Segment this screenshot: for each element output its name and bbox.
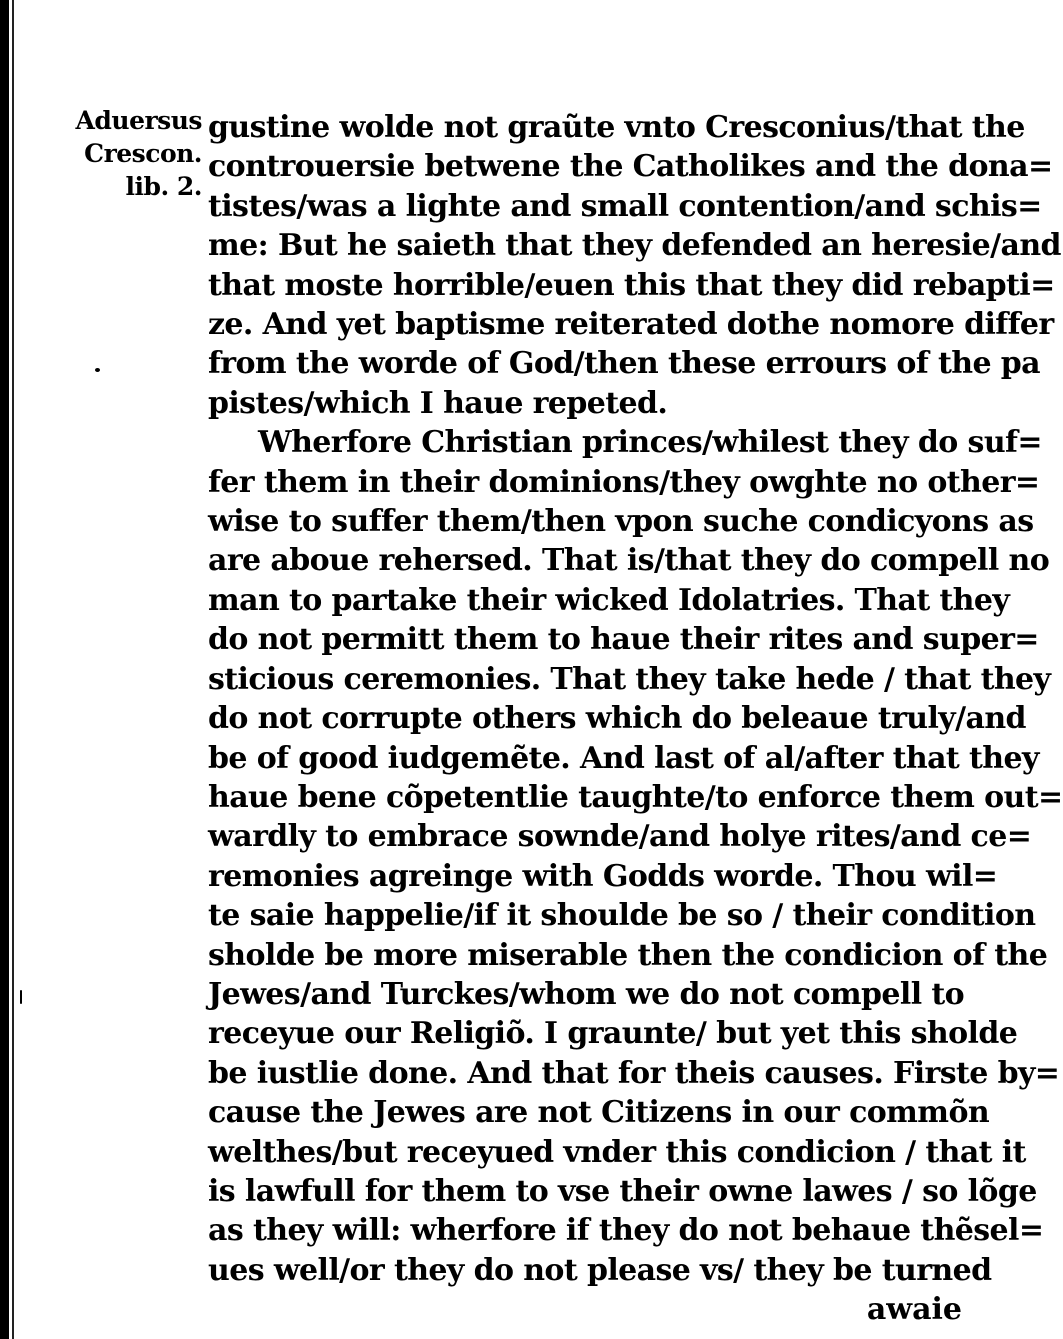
text-line: ze. And yet baptisme reiterated dothe nomore differ	[208, 307, 1054, 343]
text-line: be of good iudgemẽte. And last of al/after that they	[208, 740, 1039, 776]
margin-note	[52, 104, 202, 203]
text-line: tistes/was a lighte and small contention/and schis=	[208, 188, 1042, 224]
text-line: wise to suffer them/then vpon suche condicyons as	[208, 504, 1034, 540]
page-gutter-line	[12, 0, 14, 1339]
margin-note-line: Crescon.	[84, 139, 202, 168]
text-line: me: But he saieth that they defended an heresie/and	[208, 228, 1061, 264]
text-line: receyue our Religiõ. I graunte/ but yet this sholde	[208, 1016, 1018, 1052]
text-line: that moste horrible/euen this that they did rebapti=	[208, 267, 1055, 303]
text-line: from the worde of God/then these errours of the pa	[208, 346, 1041, 382]
text-line: be iustlie done. And that for theis causes. Firste by=	[208, 1055, 1060, 1091]
text-line: Jewes/and Turckes/whom we do not compell to	[208, 976, 965, 1012]
ink-speck	[95, 368, 100, 372]
text-line: man to partake their wicked Idolatries. That they	[208, 582, 1010, 618]
text-line: welthes/but receyued vnder this condicion / that it	[208, 1134, 1026, 1170]
text-line: ues well/or they do not please vs/ they be turned	[208, 1252, 992, 1288]
margin-note-line: Aduersus	[75, 106, 202, 135]
text-line: do not corrupte others which do beleaue truly/and	[208, 701, 1026, 737]
catchword: awaie	[866, 1292, 962, 1327]
text-line: cause the Jewes are not Citizens in our commõn	[208, 1095, 990, 1131]
text-line: controuersie betwene the Catholikes and the dona=	[208, 149, 1053, 185]
main-text-block	[208, 108, 1063, 1290]
page-gutter-edge	[0, 0, 9, 1339]
text-line: pistes/which I haue repeted.	[208, 385, 668, 421]
text-line: fer them in their dominions/they owghte no other=	[208, 464, 1040, 500]
text-line: sholde be more miserable then the condicion of the	[208, 937, 1048, 973]
ink-speck	[20, 990, 22, 1004]
text-line: sticious ceremonies. That they take hede / that they	[208, 661, 1051, 697]
margin-note-line: lib. 2.	[125, 172, 202, 201]
text-line: is lawfull for them to vse their owne lawes / so lõge	[208, 1173, 1037, 1209]
text-line: te saie happelie/if it shoulde be so / their condition	[208, 898, 1036, 934]
paragraph-start-line: Wherfore Christian princes/whilest they do suf=	[258, 425, 1042, 461]
text-line: gustine wolde not graũte vnto Cresconius/that the	[208, 110, 1025, 145]
text-line: haue bene cõpetentlie taughte/to enforce them out=	[208, 779, 1063, 815]
text-line: do not permitt them to haue their rites and super=	[208, 622, 1039, 658]
text-line: remonies agreinge with Godds worde. Thou wil=	[208, 858, 998, 894]
text-line: wardly to embrace sownde/and holye rites/and ce=	[208, 819, 1032, 855]
text-line: as they will: wherfore if they do not behaue thẽsel=	[208, 1213, 1044, 1249]
text-line: are aboue rehersed. That is/that they do compell no	[208, 543, 1050, 579]
